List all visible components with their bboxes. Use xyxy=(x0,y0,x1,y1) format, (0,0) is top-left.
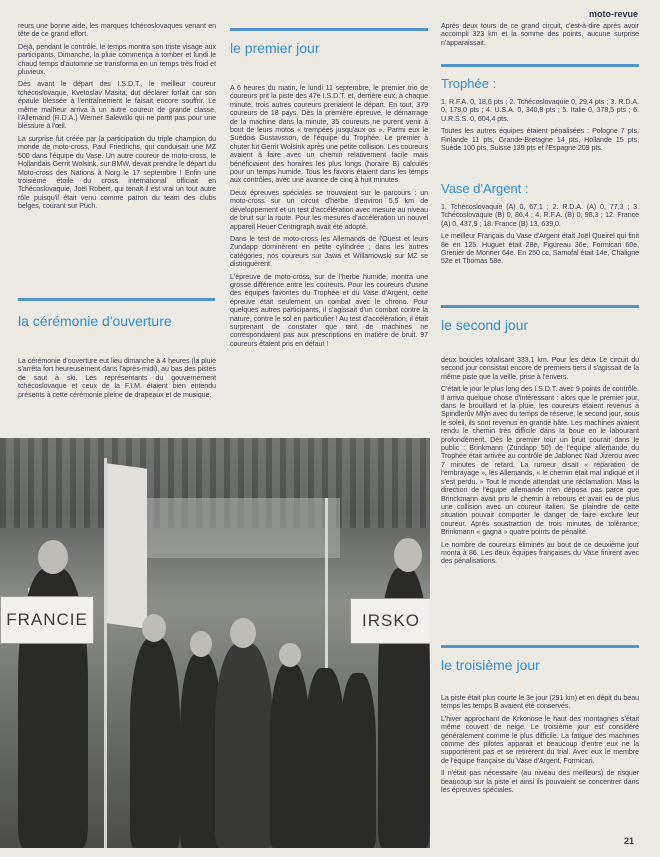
section-rule xyxy=(441,64,639,67)
trophy-results: 1. R.F.A. 0, 18,6 pts ; 2. Tchécoslovaquie 0, 29,4 pts ; 3. R.D.A. 0, 179,0 pts ; 4. U.S.A. 0, 340,8 pts ; 5. Italie 0, 378,5 pts ; 6. U.R.S.S. 0, 604,4 pts. xyxy=(441,98,639,123)
paragraph: Déjà, pendant le contrôle, le temps montra son triste visage aux participants. Dimanche, la pluie commença à tomber et lundi le chaud temps d'automne se transforma en un temps très froid et pluvieux. xyxy=(18,42,216,77)
section-rule xyxy=(18,298,215,301)
trophy-title: Trophée : xyxy=(441,76,497,91)
ceremony-photo xyxy=(0,438,430,848)
paragraph: deux boucles totalisant 333,1 km. Pour les deux Le circuit du second jour consistait encore de premiers tiers il s'agissait de la même piste que la veille, prise à l'envers. xyxy=(441,356,639,381)
person-silhouette xyxy=(215,643,273,848)
vase-block xyxy=(441,203,639,270)
day-three-block xyxy=(441,694,639,798)
paragraph: A 6 heures du matin, le lundi 11 septembre, le premier trio de coureurs prit la piste des 47e I.S.D.T. et, derrière eux, à chaque minute, trois autres coureurs prenaient le départ. En tout, 379 coureurs de 18 pays. Dès la première épreuve, le démarrage de la machine dans la minute, 35 coureurs ne purent venir à bout de leurs motos « trempées jusqu'aux os ». Parmi eux le Suédois Gustavsson, de l'équipe du Trophée. Le premier à chuter fut Gerrit Wolsink après une petite collision. Les coureurs avaient à faire avec un chemin relativement facile mais bénéficiaient des horaires les plus longs (horaire B) calculés pour un temps humide. Tous les favoris étaient dans les temps aux contrôles, avec une avance de cinq à huit minutes. xyxy=(230,84,428,185)
column-left-ceremony xyxy=(18,357,216,403)
sign-irsko: IRSKO xyxy=(350,598,430,644)
paragraph: Deux épreuves spéciales se trouvaient sur le parcours : un moto-cross sur un circuit d'herbe d'environ 5,5 km de développement et un test d'accélération avec mesure au niveau de bruit sur la route. Pour les mesures d'accélération un nouvel appareil Heuer Centrigraph avait été adopté. xyxy=(230,188,428,231)
paragraph: Il n'était pas nécessaire (au niveau des meilleurs) de risquer beaucoup sur la piste et ainsi ils pouvaient se concentrer dans les épreuves spéciales. xyxy=(441,769,639,795)
paragraph: Dans le test de moto-cross les Allemands de l'Ouest et leurs Zundapp dominèrent en petite cylindrée ; dans les autres catégories, nos coureurs sur Jawa et Willamowski sur MZ se distinguèrent. xyxy=(230,234,428,269)
section-rule xyxy=(230,28,428,31)
person-silhouette xyxy=(305,668,345,848)
paragraph: C'était le jour le plus long des I.S.D.T. avec 9 points de contrôle. Il arriva quelque chose d'intéressant : alors que le premier jour, dans le brouillard et la pluie, les coureurs étaient revenus à Spindlerův Mlýn avec du temps de réserve, le second jour, sous le soleil, ils sont revenus en grande hâte. Les machines avaient rendu le chemin très difficile dans la boue en le labourant profondément. Dès le premier tour un bruit courait dans le public : Brinkmann (Zundapp 50) de l'équipe allemande du Trophée était arrivée au contrôle de Jablonec Nad Jizerou avec 7 minutes de retard. La rumeur disait « réparation de l'embrayage », les Allemands, « le chemin était mal indiqué et il s'est perdu. » Tout le monde attendait une réclamation. Mais la direction de l'équipe allemande n'en déposa pas parce que Brinckmann avait pris le chemin à rebours et avait eu de plus une collision avec un coureur italien. Se plaindre de cette situation pouvait comporter le danger de faire exclure leur coureur. Après soustraction de trois minutes de tolérance, Brinkmann « gagna » quatre points de pénalité. xyxy=(441,385,639,537)
person-head xyxy=(38,540,68,574)
person-head xyxy=(279,643,301,667)
person-silhouette xyxy=(130,638,180,848)
paragraph: Le nombre de coureurs éliminés au bout de ce deuxième jour monta à 86. Les deux équipes françaises du Vase finirent avec des pénalisations. xyxy=(441,540,639,566)
person-head xyxy=(394,538,422,572)
person-head xyxy=(142,614,166,642)
person-head xyxy=(230,618,256,648)
column-right-top xyxy=(441,22,639,51)
section-rule xyxy=(441,645,639,648)
person-head xyxy=(190,631,212,657)
paragraph: L'épreuve de moto-cross, sur de l'herbe humide, montra une grosse différence entre les coureurs. Pour les coureurs d'usine des équipes favorites du Trophée et du Vase d'Argent, cette épreuve était seulement un combat avec le chrono. Pour quelques autres participants, il s'agissait d'un combat contre la nature, contre le sol en particulier ! Au test d'accélération, il était surprenant de constater que tant de machines ne correspondaient pas aux prescriptions en matière de bruit. 97 coureurs étaient pris en défaut ! xyxy=(230,272,428,348)
sign-francie: FRANCIE xyxy=(0,596,94,644)
magazine-name: moto-revue xyxy=(588,9,638,19)
page-number: 21 xyxy=(623,836,634,846)
day-two-block xyxy=(441,356,639,570)
section-title-day-three: le troisième jour xyxy=(441,657,540,673)
column-middle xyxy=(230,84,428,352)
paragraph: L'hiver approchant de Krkonose le haut des montagnes s'était même couvert de neige. Le troisième jour est considéré généralement comme le plus difficile. La fatigue des machines comme des pilotes apparait et beaucoup d'entre eux ne la supportèrent pas et se retirèrent du trial. Avec eux le membre de l'équipe française du Vase d'Argent, Formicari. xyxy=(441,714,639,765)
paragraph: Dès avant le départ des I.S.D.T., le meilleur coureur tchécoslovaque, Kvetoslav Masita, dut déclarer forfait car son épaule blessée à l'entraînement le faisait encore souffrir. Le même malheur arriva à un autre coureur de grande classe, l'Allemand (R.D.A.) Werner Salewski qui ne partit pas pour une blessure à l'œil. xyxy=(18,80,216,131)
section-rule xyxy=(441,305,639,308)
section-title-day-two: le second jour xyxy=(441,317,529,333)
paragraph: La surprise fut créée par la participation du triple champion du monde de moto-cross, Paul Friedrichs, qui conduisait une MZ 500 dans l'équipe du Vase. Un autre coureur de moto-cross, le Hollandais Gerrit Wolsink, sur BMW, devait prendre le départ du Moto-cross des Nations à Norg le 17 septembre ! Enfin une troisième étoile du cross international officiait en Tchécoslovaquie, Joël Robert, qui tenait il est vrai un tout autre rôle puisqu'il était venu comme patron du team des clubs belges, courant sur Puch. xyxy=(18,134,216,211)
photo-background xyxy=(120,498,340,558)
paragraph: Après deux tours de ce grand circuit, c'est-à-dire après avoir accompli 323 km et la somme des points, aucune surprise n'apparaissait. xyxy=(441,22,639,47)
column-left xyxy=(18,22,216,215)
vase-title: Vase d'Argent : xyxy=(441,181,529,196)
person-silhouette xyxy=(340,673,376,848)
paragraph: La cérémonie d'ouverture eut lieu dimanche à 4 heures (la pluie s'arrêta fort heureusement dans l'après-midi), au bas des pistes de saut à ski. Les représentants du gouvernement tchécoslovaque et ceux de la F.I.M. étaient bien entendu présents à cette cérémonie pleine de drapeaux et de musique. xyxy=(18,357,216,399)
section-title-ceremony: la cérémonie d'ouverture xyxy=(18,313,172,329)
trophy-block xyxy=(441,98,639,156)
person-silhouette xyxy=(270,663,310,848)
paragraph: reurs une bonne aide, les marques tchécoslovaques venant en tête de ce grand effort. xyxy=(18,22,216,39)
trophy-penalties: Toutes les autres équipes étaient pénalisées : Pologne 7 pts, Finlande 11 pts, Grande-Bretagne 14 pts, Hollande 15 pts, Suède 100 pts, Suisse 139 pts et l'Espagne 209 pts. xyxy=(441,127,639,153)
vase-french-riders: Le meilleur Français du Vase d'Argent était Joël Queirel qui finit 8e en 125. Huguet était 28e, Figureau 36e, Formicari 60e, Grenier de Monner 64e. En 250 cc, Samofal était 14e, Chaligne 52e et Thomas 58e. xyxy=(441,232,639,266)
paragraph: La piste était plus courte le 3e jour (291 km) et en dépit du beau temps les temps B avaient été conservés. xyxy=(441,694,639,711)
section-title-day-one: le premier jour xyxy=(230,40,320,56)
vase-results: 1. Tchécoslovaquie (A) 0, 67,1 ; 2. R.D.A. (A) 0, 77,3 ; 3. Tchécoslovaquie (B) 0, 86,4 ; 4. R.F.A. (B) 0, 98,3 ; 12. France (A) 0, 437,9 ; 18. France (B) 13, 639,0. xyxy=(441,203,639,228)
flag xyxy=(107,463,147,629)
